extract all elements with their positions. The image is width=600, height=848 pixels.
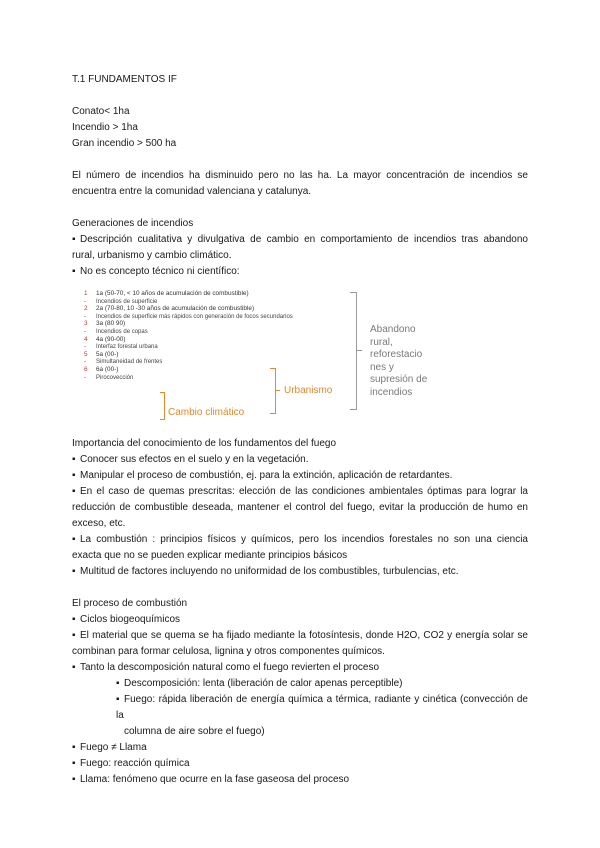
bullet-text: Fuego: rápida liberación de energía química a térmica, radiante y cinética (convección de la — [116, 694, 528, 721]
bullet-marker: ▪ — [72, 774, 76, 785]
cambio-bracket — [160, 392, 165, 420]
generation-subitem — [84, 374, 293, 382]
generation-item — [84, 305, 293, 313]
bullet-marker: ▪ — [72, 566, 76, 577]
bullet-text: Manipular el proceso de combustión, ej. para la extinción, aplicación de retardantes. — [80, 470, 453, 481]
generaciones-figure — [72, 284, 528, 432]
generation-text: 6a (00-) — [96, 365, 119, 373]
generation-item — [84, 290, 293, 298]
generation-subitem — [84, 343, 293, 351]
bullet-text: No es concepto técnico ni científico: — [80, 266, 240, 277]
bullet-marker: ▪ — [72, 742, 76, 753]
cambio-climatico-label: Cambio climático — [168, 407, 245, 418]
dash-marker: - — [84, 358, 87, 366]
bullet-text: Multitud de factores incluyendo no uniformidad de los combustibles, turbulencias, etc. — [80, 566, 459, 577]
bullet-marker: ▪ — [72, 266, 76, 277]
generation-marker: 1 — [84, 290, 88, 297]
bullet-marker: ▪ — [116, 694, 120, 705]
bullet-marker: ▪ — [72, 486, 76, 497]
document-title: T.1 FUNDAMENTOS IF — [72, 74, 177, 85]
bullet-text-continued: columna de aire sobre el fuego) — [124, 726, 265, 737]
combustion-bullet-5 — [72, 756, 528, 772]
generation-item — [84, 366, 293, 374]
importancia-bullet-1 — [72, 452, 528, 468]
bullet-text: En el caso de quemas prescritas: elección de las condiciones ambientales óptimas para lograr la — [80, 486, 528, 497]
generaciones-bullet-2 — [72, 264, 528, 280]
importancia-heading: Importancia del conocimiento de los fundamentos del fuego — [72, 438, 337, 449]
generation-item — [84, 351, 293, 359]
importancia-bullet-4 — [72, 532, 528, 564]
generation-text: 3a (80 90) — [96, 320, 126, 328]
bullet-marker: ▪ — [72, 614, 76, 625]
size-conato: Conato< 1ha — [72, 106, 130, 117]
bullet-text: Fuego: reacción química — [80, 758, 190, 769]
dash-marker: - — [84, 373, 87, 381]
generation-item — [84, 336, 293, 344]
dash-marker: - — [84, 343, 87, 351]
generation-text: Simultaneidad de frentes — [96, 359, 163, 366]
generation-marker: 3 — [84, 320, 88, 328]
generation-text: 2a (70-80, 10 -30 años de acumulación de combustible) — [96, 305, 255, 313]
intro-line-2: encuentra entre la comunidad valenciana y catalunya. — [72, 186, 312, 197]
bullet-text: Tanto la descomposición natural como el fuego revierten el proceso — [80, 662, 380, 673]
bullet-text-continued: reducción de combustible deseada, mantener el control del fuego, evitar la producción de humo en — [72, 502, 528, 513]
importancia-bullet-3 — [72, 484, 528, 532]
generation-marker: 6 — [84, 365, 88, 373]
combustion-heading: El proceso de combustión — [72, 598, 188, 609]
bullet-text: Descripción cualitativa y divulgativa de cambio en comportamiento de incendios tras abandono — [80, 234, 528, 245]
bullet-marker: ▪ — [72, 470, 76, 481]
bullet-text-continued: combinan para formar celulosa, lignina y otros componentes químicos. — [72, 646, 385, 657]
dash-marker: - — [84, 327, 87, 335]
generaciones-list — [84, 290, 293, 381]
generation-marker: 2 — [84, 305, 88, 313]
urbanismo-bracket — [270, 368, 276, 414]
bullet-text: Ciclos biogeoquímicos — [80, 614, 181, 625]
bullet-marker: ▪ — [72, 534, 76, 545]
generation-text: Pirocovección — [96, 374, 134, 381]
importancia-bullet-5 — [72, 564, 528, 580]
combustion-bullet-4 — [72, 740, 528, 756]
bullet-text-continued: rural, urbanismo y cambio climático. — [72, 250, 232, 261]
generation-text: Incendios de superficie — [96, 298, 158, 305]
combustion-bullet-3 — [72, 660, 528, 676]
bullet-text: Conocer sus efectos en el suelo y en la vegetación. — [80, 454, 309, 465]
bullet-text: La combustión : principios físicos y químicos, pero los incendios forestales no son una ciencia — [80, 534, 528, 545]
bullet-text: Fuego ≠ Llama — [80, 742, 147, 753]
urbanismo-label: Urbanismo — [284, 385, 333, 396]
combustion-bullet-2 — [72, 628, 528, 660]
bullet-marker: ▪ — [72, 662, 76, 673]
combustion-bullet-6 — [72, 772, 528, 788]
bullet-text: Descomposición: lenta (liberación de calor apenas perceptible) — [124, 678, 403, 689]
bullet-text: Llama: fenómeno que ocurre en la fase gaseosa del proceso — [80, 774, 350, 785]
generation-subitem — [84, 358, 293, 366]
generation-subitem — [84, 298, 293, 306]
generation-marker: 5 — [84, 350, 88, 358]
generation-marker: 4 — [84, 335, 88, 343]
bullet-marker: ▪ — [72, 234, 76, 245]
bullet-text-continued: exacta que no se pueden explicar mediante principios básicos — [72, 550, 348, 561]
abandono-label: Abandono rural, reforestacio nes y supresión de incendios — [370, 324, 428, 398]
bullet-marker: ▪ — [72, 758, 76, 769]
generation-item — [84, 320, 293, 328]
generation-text: Incendios de copas — [96, 328, 148, 335]
bullet-marker: ▪ — [116, 678, 120, 689]
size-incendio: Incendio > 1ha — [72, 122, 138, 133]
combustion-subbullet-1 — [72, 676, 528, 692]
right-bracket — [350, 292, 357, 410]
bullet-marker: ▪ — [72, 454, 76, 465]
generation-text: 5a (00-) — [96, 350, 119, 358]
generation-subitem — [84, 328, 293, 336]
generation-text: Incendios de superficie más rápidos con generación de focos secundarios — [96, 313, 293, 320]
right-bracket-tip — [356, 350, 362, 351]
generaciones-bullet-1 — [72, 232, 528, 264]
dash-marker: - — [84, 312, 87, 320]
document-page — [72, 72, 528, 788]
importancia-bullet-2 — [72, 468, 528, 484]
generation-subitem — [84, 313, 293, 321]
generation-text: Interfaz forestal urbana — [96, 344, 158, 351]
combustion-bullet-1 — [72, 612, 528, 628]
urbanismo-bracket-tip — [275, 390, 280, 391]
bullet-text-continued: exceso, etc. — [72, 518, 126, 529]
combustion-subbullet-2 — [72, 692, 528, 740]
intro-line-1: El número de incendios ha disminuido pero no las ha. La mayor concentración de incendios se — [72, 170, 528, 181]
bullet-marker: ▪ — [72, 630, 76, 641]
size-gran-incendio: Gran incendio > 500 ha — [72, 138, 177, 149]
generaciones-heading: Generaciones de incendios — [72, 218, 194, 229]
generation-text: 4a (90-00) — [96, 335, 126, 343]
intro-paragraph — [72, 168, 528, 200]
bullet-text: El material que se quema se ha fijado mediante la fotosíntesis, donde H2O, CO2 y energía solar se — [80, 630, 528, 641]
generation-text: 1a (50-70, < 10 años de acumulación de combustible) — [96, 290, 249, 297]
dash-marker: - — [84, 297, 87, 305]
